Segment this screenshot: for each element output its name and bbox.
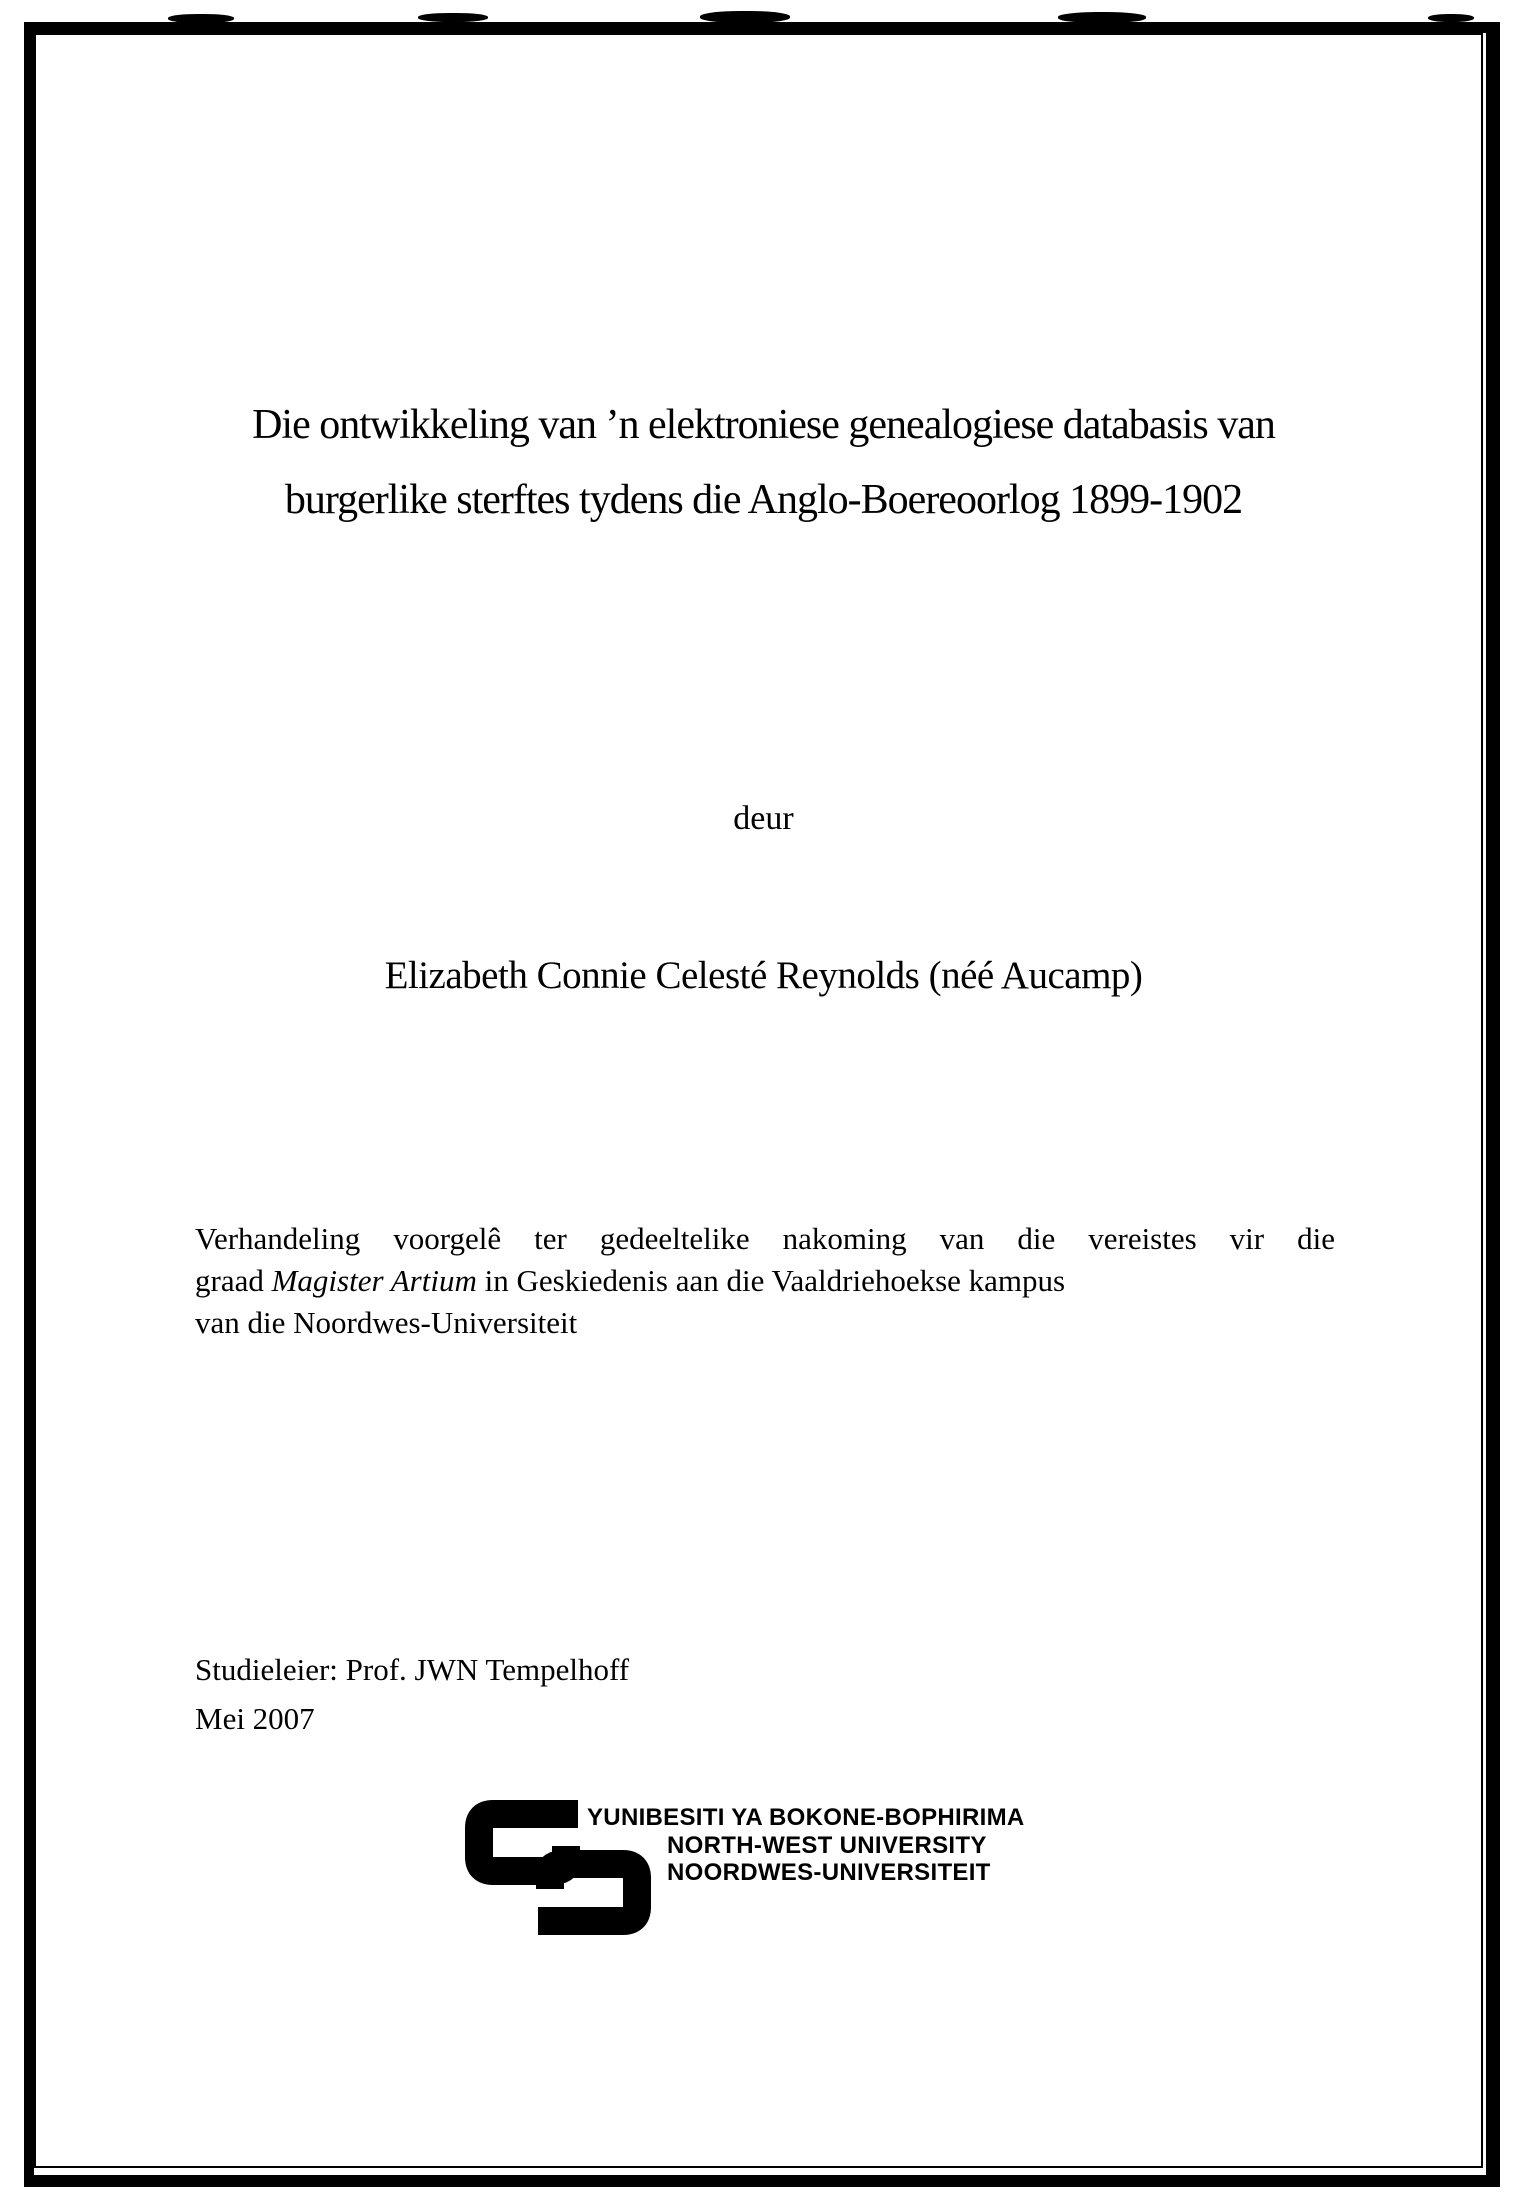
logo-line-afrikaans: NOORDWES-UNIVERSITEIT [667,1859,991,1886]
scan-artifact [700,11,790,23]
logo-line-setswana: YUNIBESITI YA BOKONE-BOPHIRIMA [587,1804,1025,1831]
thesis-title-line-1: Die ontwikkeling van ’n elektroniese genealogiese databasis van [252,402,1275,448]
scan-artifact [1428,14,1474,22]
thesis-title-line-2: burgerlike sterftes tydens die Anglo-Boereoorlog 1899-1902 [284,477,1243,523]
byline: deur [733,800,794,837]
logo-line-english: NORTH-WEST UNIVERSITY [667,1831,987,1859]
degree-statement-line-3: van die Noordwes-Universiteit [195,1305,578,1340]
degree-statement-line-2 [195,1260,1335,1302]
university-logo-text [587,1804,1025,1887]
scan-artifact [418,13,488,22]
supervisor-block [195,1645,629,1743]
degree-line2-pre: graad [195,1263,272,1298]
author-name: Elizabeth Connie Celesté Reynolds (néé Aucamp) [384,954,1143,997]
date-line: Mei 2007 [195,1701,315,1736]
university-logo [455,1782,1175,1957]
degree-statement [195,1218,1335,1344]
scan-artifact [168,14,234,23]
supervisor-line: Studieleier: Prof. JWN Tempelhoff [195,1652,630,1687]
scan-artifact [1058,12,1146,23]
degree-name-italic: Magister Artium [271,1263,477,1298]
degree-statement-line-1: Verhandeling voorgelê ter gedeeltelike nakoming van die vereistes vir die [195,1221,1335,1256]
thesis-title [0,388,1527,538]
degree-line2-post: in Geskiedenis aan die Vaaldriehoekse kampus [476,1263,1066,1298]
